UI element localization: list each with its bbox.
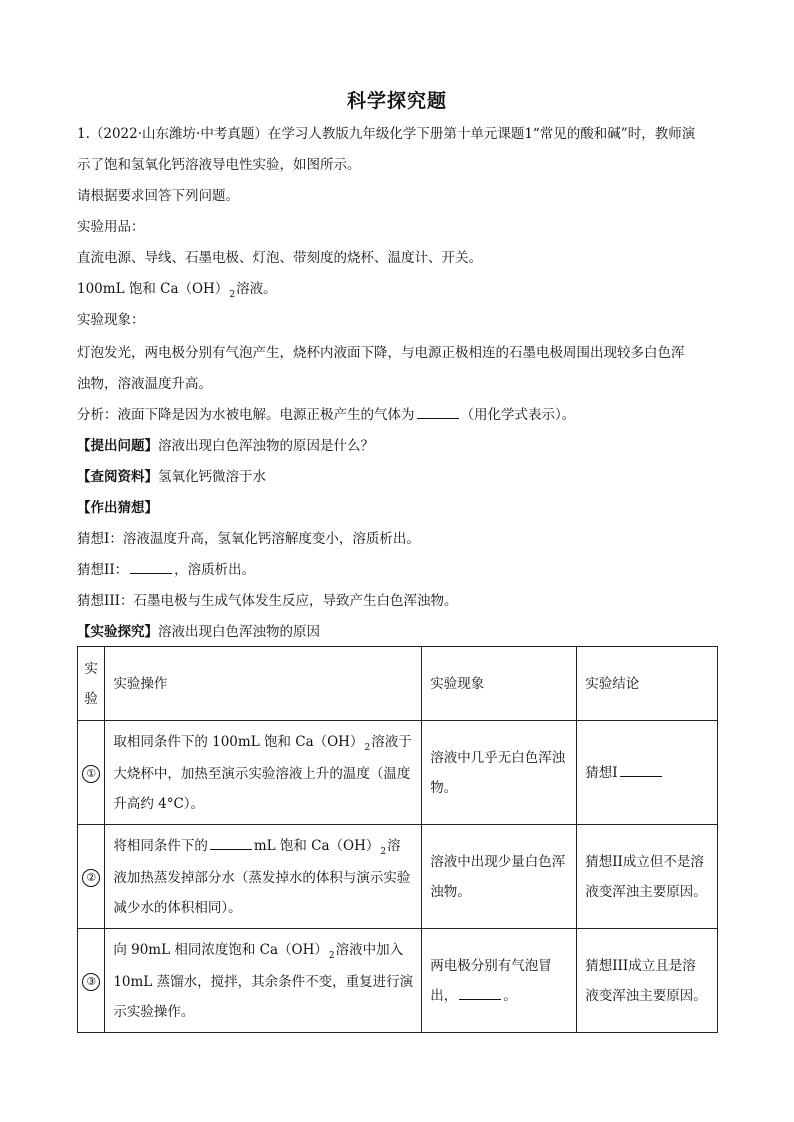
- guess-2: [77, 560, 255, 580]
- circle-number: ①: [82, 765, 100, 783]
- section-tag: 【作出猜想】: [77, 500, 158, 516]
- table-header-row: [78, 647, 718, 721]
- phenomenon-cell: 溶液中出现少量白色浑浊物。: [422, 825, 577, 929]
- explore-line: [77, 622, 320, 642]
- operation-text: 溶液中加入 10mL 蒸馏水，搅拌，其余条件不变，重复进行演示实验操作。: [113, 941, 414, 1020]
- guess-text: ，溶质析出。: [174, 562, 256, 578]
- reference-line: [77, 467, 266, 487]
- page-title: 科学探究题: [346, 90, 447, 112]
- guess-1: 猜想I：溶液温度升高，氢氧化钙溶解度变小，溶质析出。: [77, 531, 420, 547]
- row-number: [78, 929, 105, 1033]
- operation-text: 取相同条件下的 100mL 饱和 Ca（OH）: [113, 733, 364, 750]
- operation-text: 将相同条件下的: [113, 837, 208, 854]
- subscript: 2: [229, 290, 236, 300]
- section-tag: 【实验探究】: [77, 624, 158, 640]
- operation-text: mL 饱和 Ca（OH）: [253, 837, 380, 854]
- operation-text: 溶液于大烧杯中，加热至演示实验溶液上升的温度（温度升高约 4°C）。: [113, 733, 412, 812]
- operation-cell: [105, 929, 422, 1033]
- answer-blank[interactable]: [130, 561, 172, 574]
- circle-number: ②: [82, 869, 100, 887]
- ask-text: 溶液出现白色浑浊物的原因是什么？: [158, 438, 374, 454]
- ask-line: [77, 436, 374, 456]
- header-text: 实 验: [84, 660, 98, 707]
- analysis-text: 分析：液面下降是因为水被电解。电源正极产生的气体为: [77, 407, 415, 423]
- guess-text: 猜想II：: [77, 562, 129, 578]
- conclusion-text: 猜想I: [585, 764, 618, 781]
- table-row: [78, 825, 718, 929]
- conclusion-cell: 猜想III成立且是溶液变浑浊主要原因。: [577, 929, 718, 1033]
- table-row: [78, 721, 718, 825]
- materials-list: 直流电源、导线、石墨电极、灯泡、带刻度的烧杯、温度计、开关。: [77, 250, 482, 266]
- conclusion-cell: [577, 721, 718, 825]
- analysis-line: [77, 405, 575, 425]
- solution-text: 100mL 饱和 Ca（OH）: [77, 281, 229, 297]
- analysis-text: （用化学式表示）。: [460, 407, 576, 423]
- operation-cell: [105, 825, 422, 929]
- circle-number: ③: [82, 973, 100, 991]
- reference-text: 氢氧化钙微溶于水: [158, 469, 266, 485]
- section-tag: 【查阅资料】: [77, 469, 158, 485]
- answer-blank[interactable]: [459, 987, 501, 1000]
- table-row: [78, 929, 718, 1033]
- subscript: 2: [328, 950, 335, 961]
- row-number: [78, 721, 105, 825]
- phenomenon-text: 两电极分别有气泡冒出，: [430, 957, 552, 1004]
- phenomenon-cell: 溶液中几乎无白色浑浊物。: [422, 721, 577, 825]
- question-text-line: 示了饱和氢氧化钙溶液导电性实验，如图所示。: [77, 157, 361, 173]
- conclusion-cell: 猜想II成立但不是溶液变浑浊主要原因。: [577, 825, 718, 929]
- header-cell: 实验结论: [577, 647, 718, 721]
- question-text-line: 请根据要求回答下列问题。: [77, 188, 239, 204]
- header-cell: [78, 647, 105, 721]
- row-number: [78, 825, 105, 929]
- phenomenon-label: 实验现象：: [77, 312, 145, 328]
- answer-blank[interactable]: [210, 837, 252, 850]
- explore-text: 溶液出现白色浑浊物的原因: [158, 624, 320, 640]
- question-text-line: 1.（2022·山东潍坊·中考真题）在学习人教版九年级化学下册第十单元课题1“常见的酸和碱”时，教师演: [77, 126, 696, 142]
- operation-text: 向 90mL 相同浓度饱和 Ca（OH）: [113, 941, 328, 958]
- guess-tag-line: [77, 498, 158, 518]
- section-tag: 【提出问题】: [77, 438, 158, 454]
- phenomenon-text: 灯泡发光，两电极分别有气泡产生，烧杯内液面下降，与电源正极相连的石墨电极周围出现较多白色浑: [77, 345, 685, 361]
- operation-text: 溶液加热蒸发掉部分水（蒸发掉水的体积与演示实验减少水的体积相同）。: [113, 837, 411, 916]
- materials-label: 实验用品：: [77, 219, 145, 235]
- solution-line: [77, 279, 277, 301]
- phenomenon-text: 浊物，溶液温度升高。: [77, 376, 212, 392]
- solution-text: 溶液。: [236, 281, 277, 297]
- header-cell: 实验操作: [105, 647, 422, 721]
- phenomenon-cell: [422, 929, 577, 1033]
- operation-cell: [105, 721, 422, 825]
- answer-blank[interactable]: [417, 406, 459, 419]
- guess-3: 猜想III：石墨电极与生成气体发生反应，导致产生白色浑浊物。: [77, 593, 458, 609]
- header-cell: 实验现象: [422, 647, 577, 721]
- answer-blank[interactable]: [620, 764, 662, 777]
- subscript: 2: [380, 846, 387, 857]
- subscript: 2: [364, 742, 371, 753]
- phenomenon-text: 。: [503, 987, 517, 1004]
- experiment-table: [77, 646, 718, 1033]
